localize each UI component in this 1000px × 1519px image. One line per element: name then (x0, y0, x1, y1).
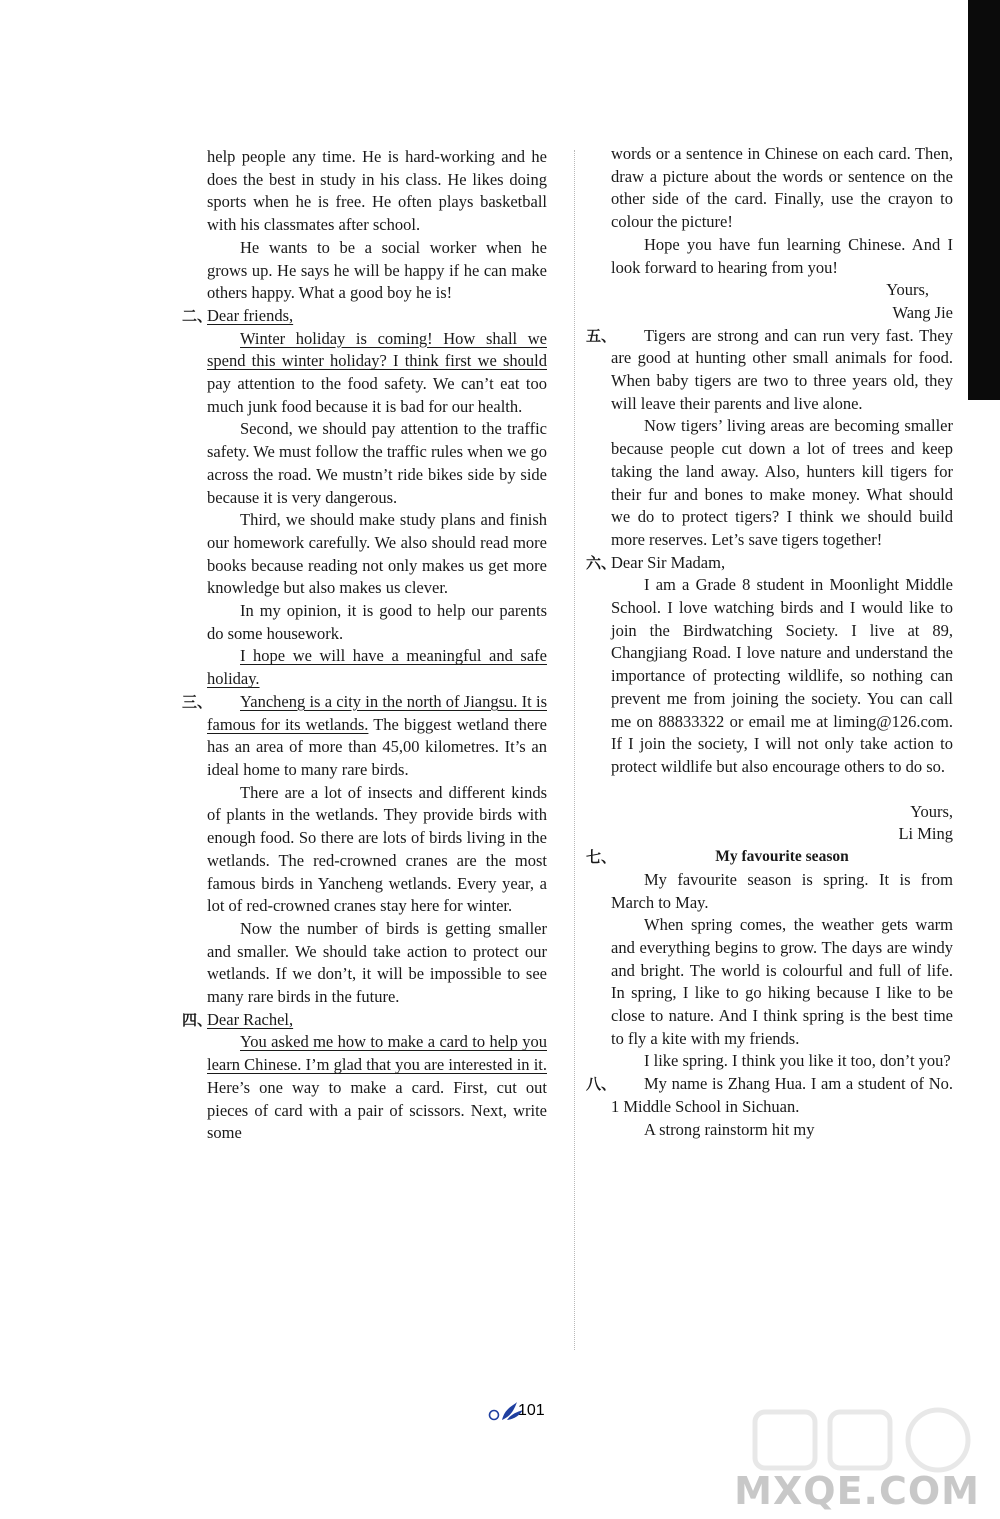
signature: Wang Jie (892, 302, 953, 322)
page-number: 101 (518, 1402, 545, 1419)
section-2 (182, 305, 547, 691)
intro-paragraph-1: help people any time. He is hard-working and he does the best in study in his class. He likes doing sports when he is free. He often plays basketball with his classmates after school. (207, 147, 547, 235)
section-6 (586, 552, 953, 846)
intro-paragraph-2: He wants to be a social worker when he grows up. He says he will be happy if he can make others happy. What a good boy he is! (207, 237, 547, 303)
closing: Yours, (886, 280, 929, 300)
paragraph: A strong rainstorm hit my (644, 1119, 815, 1139)
section-number: 二、 (182, 306, 213, 325)
section-number: 七、 (586, 848, 617, 867)
paragraph: I like spring. I think you like it too, don’t you? (644, 1051, 951, 1071)
paragraph: words or a sentence in Chinese on each card. Then, draw a picture about the words or sentence on the other side of the card. Finally, use the crayon to colour the picture! (611, 144, 953, 232)
underlined-sentence: I hope we will have a meaningful and safe holiday. (207, 646, 547, 689)
underlined-sentence: You asked me how to make a card to help you learn Chinese. I’m glad that you are interested in it. (207, 1032, 547, 1075)
section-8 (586, 1073, 953, 1141)
underlined-sentence: Winter holiday is coming! How shall we spend this winter holiday? I think first we should (207, 328, 547, 371)
paragraph: When spring comes, the weather gets warm and everything begins to grow. The days are windy and bright. The world is colourful and full of life. In spring, I like to go hiking because I like to be close to nature. And I think spring is the best time to fly a kite with my friends. (611, 915, 953, 1048)
section-7 (586, 846, 953, 1073)
paragraph: My favourite season is spring. It is from March to May. (611, 869, 953, 912)
section-number: 八、 (586, 1075, 617, 1094)
paragraph: Third, we should make study plans and finish our homework carefully. We also should read more books because reading not only makes us get more knowledge but also makes us clever. (207, 510, 547, 598)
paragraph: I am a Grade 8 student in Moonlight Middle School. I love watching birds and I would like to join the Birdwatching Society. I live at 89, Changjiang Road. I love nature and understand the importance of protecting wildlife, so nothing can prevent me from joining the society. You can call me on 88833322 or email me at liming@126.com. If I join the society, I will not only take action to protect wildlife but also encourage others to do so. (611, 575, 953, 776)
underlined-sentence: Yancheng is a city in the north of Jiangsu. It is famous for its wetlands. (207, 691, 547, 734)
paragraph: Tigers are strong and can run very fast. They are good at hunting other small animals for food. When baby tigers are two to three years old, they will leave their parents and live alone. (611, 325, 953, 413)
paragraph-text: pay attention to the food safety. We can’t eat too much junk food because it is bad for our health. (207, 374, 547, 416)
section-number: 六、 (586, 553, 617, 572)
paragraph: Second, we should pay attention to the traffic safety. We must follow the traffic rules when we go across the road. We mustn’t ride bikes side by side because it is very dangerous. (207, 419, 547, 507)
section-3 (182, 691, 547, 1009)
paragraph-text: Here’s one way to make a card. First, cut out pieces of card with a pair of scissors. Next, write some (207, 1077, 547, 1143)
left-column (182, 146, 547, 1145)
section-5 (586, 325, 953, 552)
watermark-text: MXQE.COM (734, 1469, 980, 1513)
section-number: 三、 (182, 692, 213, 711)
paragraph: In my opinion, it is good to help our parents do some housework. (207, 601, 547, 643)
paragraph: My name is Zhang Hua. I am a student of No. 1 Middle School in Sichuan. (611, 1074, 953, 1116)
paragraph: Hope you have fun learning Chinese. And I look forward to hearing from you! (611, 234, 953, 277)
section-number: 五、 (586, 326, 617, 345)
paragraph: There are a lot of insects and different kinds of plants in the wetlands. They provide birds with enough food. So there are lots of birds living in the wetlands. The red-crowned cranes are the most famous birds in Yancheng wetlands. Every year, a lot of red-crowned cranes stay here for winter. (207, 782, 547, 916)
greeting: Dear Sir Madam, (611, 552, 726, 572)
greeting: Dear Rachel, (207, 1009, 294, 1029)
column-divider (574, 150, 575, 1350)
section-4 (182, 1009, 547, 1145)
greeting: Dear friends, (207, 305, 294, 325)
paragraph: Now the number of birds is getting smaller and smaller. We should take action to protect our wetlands. If we don’t, it will be impossible to see many rare birds in the future. (207, 918, 547, 1007)
right-column (586, 143, 953, 1141)
closing: Yours, (910, 801, 953, 821)
section-number: 四、 (182, 1010, 213, 1029)
paragraph-text: The biggest wetland there has an area of more than 45,00 kilometres. It’s an ideal home to many rare birds. (207, 714, 547, 779)
signature: Li Ming (898, 824, 953, 844)
paragraph: Now tigers’ living areas are becoming smaller because people cut down a lot of trees and keep taking the land away. Also, hunters kill tigers for their fur and bones to make money. What should we do to protect tigers? I think we should build more reserves. Let’s save tigers together! (611, 416, 953, 549)
page-edge-bar (968, 0, 1000, 400)
essay-title: My favourite season (715, 848, 849, 866)
